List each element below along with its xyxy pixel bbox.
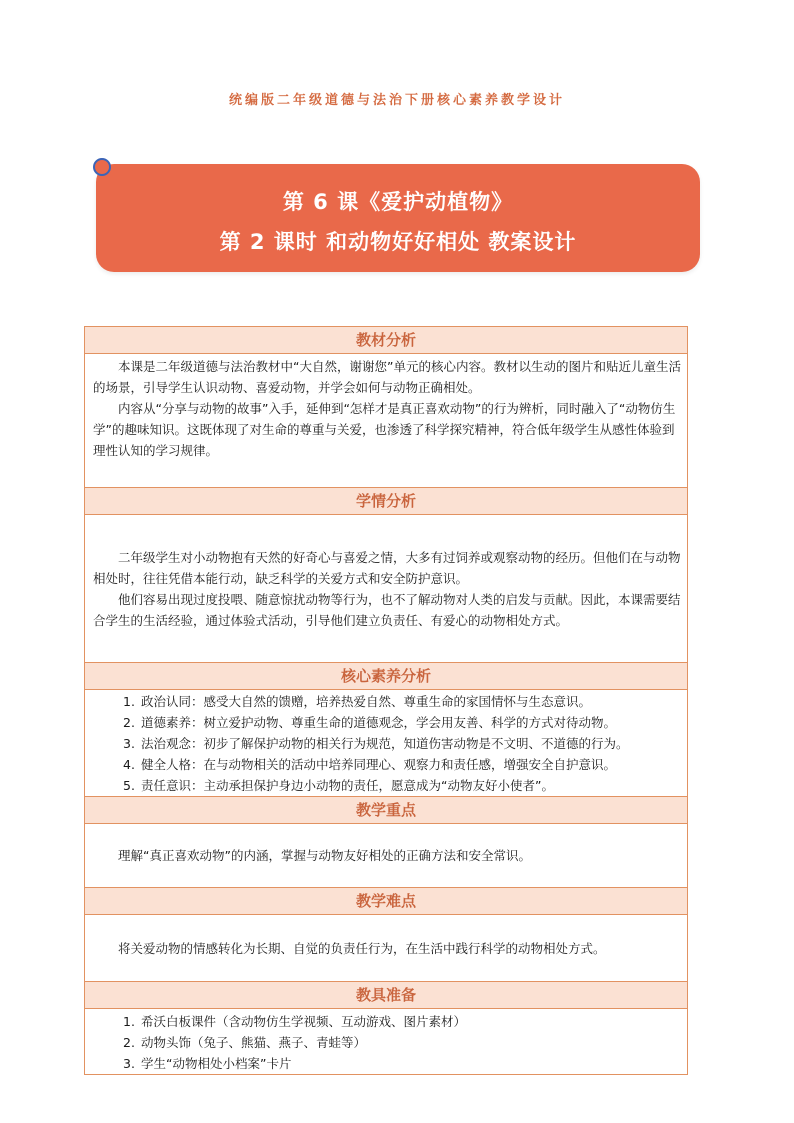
list-item: [93, 1032, 681, 1053]
section-heading-materials: 教具准备: [85, 981, 687, 1008]
list-number: 5.: [123, 778, 135, 793]
list-text: 希沃白板课件（含动物仿生学视频、互动游戏、图片素材）: [141, 1014, 467, 1029]
list-item: [93, 712, 681, 733]
paragraph: 他们容易出现过度投喂、随意惊扰动物等行为，也不了解动物对人类的启发与贡献。因此，本课需要结合学生的生活经验，通过体验式活动，引导他们建立负责任、有爱心的动物相处方式。: [93, 591, 681, 628]
section-heading-textbook: 教材分析: [85, 327, 687, 353]
list-number: 3.: [123, 1056, 135, 1071]
list-item: [93, 691, 681, 712]
list-number: 1.: [123, 694, 135, 709]
paragraph: 内容从“分享与动物的故事”入手，延伸到“怎样才是真正喜欢动物”的行为辨析，同时融入了“动物仿生学”的趣味知识。这既体现了对生命的尊重与关爱，也渗透了科学探究精神，符合低年级学生从感性体验到理性认知的学习规律。: [93, 401, 676, 458]
paragraph: 二年级学生对小动物抱有天然的好奇心与喜爱之情，大多有过饲养或观察动物的经历。但他们在与动物相处时，往往凭借本能行动，缺乏科学的关爱方式和安全防护意识。: [93, 549, 681, 586]
list-item: [93, 1053, 681, 1074]
list-item: [93, 775, 681, 796]
list-text: 学生“动物相处小档案”卡片: [141, 1056, 292, 1071]
section-heading-key-points: 教学重点: [85, 796, 687, 823]
list-text: 道德素养：树立爱护动物、尊重生命的道德观念，学会用友善、科学的方式对待动物。: [141, 715, 617, 730]
list-text: 政治认同：感受大自然的馈赠，培养热爱自然、尊重生命的家国情怀与生态意识。: [141, 694, 592, 709]
lesson-plan-table: [84, 326, 688, 1075]
section-body-textbook: [85, 353, 687, 487]
lesson-title-banner: [96, 164, 700, 272]
list-number: 2.: [123, 715, 135, 730]
section-body-key-points: [85, 823, 687, 887]
paragraph: 理解“真正喜欢动物”的内涵，掌握与动物友好相处的正确方法和安全常识。: [118, 848, 531, 863]
list-text: 责任意识：主动承担保护身边小动物的责任，愿意成为“动物友好小使者”。: [141, 778, 554, 793]
lesson-subtitle: 第 2 课时 和动物好好相处 教案设计: [219, 230, 577, 254]
list-number: 2.: [123, 1035, 135, 1050]
paragraph: 将关爱动物的情感转化为长期、自觉的负责任行为，在生活中践行科学的动物相处方式。: [118, 940, 606, 956]
literacy-list: [93, 691, 681, 796]
section-body-difficulties: [85, 914, 687, 981]
list-item: [93, 754, 681, 775]
list-item: [93, 1011, 681, 1032]
list-item: [93, 733, 681, 754]
section-heading-students: 学情分析: [85, 487, 687, 514]
section-heading-difficulties: 教学难点: [85, 887, 687, 914]
list-number: 4.: [123, 757, 135, 772]
list-number: 1.: [123, 1014, 135, 1029]
series-title: 统编版二年级道德与法治下册核心素养教学设计: [228, 93, 565, 108]
section-body-materials: [85, 1008, 687, 1074]
materials-list: [93, 1011, 681, 1074]
list-text: 健全人格：在与动物相关的活动中培养同理心、观察力和责任感，增强安全自护意识。: [141, 757, 617, 772]
list-text: 动物头饰（兔子、熊猫、燕子、青蛙等）: [141, 1035, 367, 1050]
paragraph: 本课是二年级道德与法治教材中“大自然，谢谢您”单元的核心内容。教材以生动的图片和贴近儿童生活的场景，引导学生认识动物、喜爱动物，并学会如何与动物正确相处。: [93, 359, 681, 395]
list-text: 法治观念：初步了解保护动物的相关行为规范，知道伤害动物是不文明、不道德的行为。: [141, 736, 629, 751]
section-heading-literacy: 核心素养分析: [85, 662, 687, 689]
list-number: 3.: [123, 736, 135, 751]
decorative-dot: [93, 158, 111, 176]
section-body-students: [85, 514, 687, 662]
lesson-title: 第 6 课《爱护动植物》: [282, 190, 514, 214]
section-body-literacy: [85, 689, 687, 796]
